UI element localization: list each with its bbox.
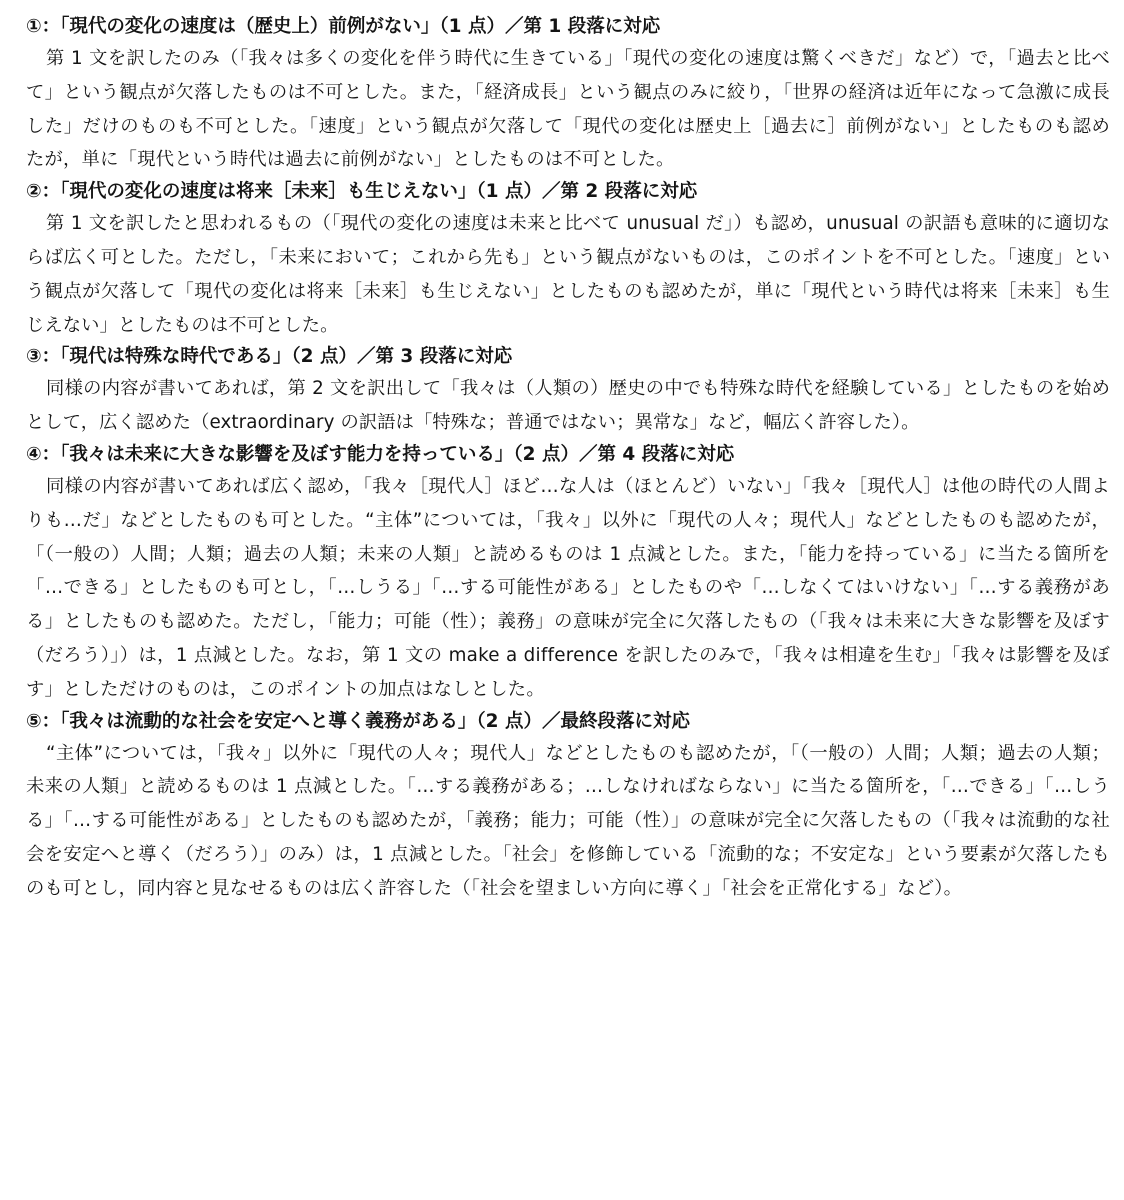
point-5-body: “主体”については，「我々」以外に「現代の人々；現代人」などとしたものも認めたが，「（一般の）人間；人類；過去の人類；未来の人類」と読めるものは 1 点減とした。「…する義務がある；…しなければならない」に当たる箇所を，「…できる」「…しうる」「…する可能性がある」としたものも認めたが，「義務；能力；可能（性）」の意味が完全に欠落したもの（「我々は流動的な社会を安定へと導く（だろう）」のみ）は，1 点減とした。「社会」を修飾している「流動的な；不安定な」という要素が欠落したものも可とし，同内容と見なせるものは広く許容した（「社会を望ましい方向に導く」「社会を正常化する」など）。 <box>26 742 1110 899</box>
point-1-body: 第 1 文を訳したのみ（「我々は多くの変化を伴う時代に生きている」「現代の変化の速度は驚くべきだ」など）で，「過去と比べて」という観点が欠落したものは不可とした。また，「経済成長」という観点のみに絞り，「世界の経済は近年になって急激に成長した」だけのものも不可とした。「速度」という観点が欠落して「現代の変化は歴史上［過去に］前例がない」としたものも認めたが，単に「現代という時代は過去に前例がない」としたものは不可とした。 <box>26 48 1110 171</box>
point-3-body: 同様の内容が書いてあれば，第 2 文を訳出して「我々は（人類の）歴史の中でも特殊な時代を経験している」としたものを始めとして，広く認めた（extraordinary の訳語は「特殊な；普通ではない；異常な」など，幅広く許容した）。 <box>26 378 1110 434</box>
point-4-heading: ④：「我々は未来に大きな影響を及ぼす能力を持っている」（2 点）／第 4 段落に対応 <box>26 443 735 465</box>
point-1-heading: ①：「現代の変化の速度は（歴史上）前例がない」（1 点）／第 1 段落に対応 <box>26 16 661 37</box>
grading-point-5 <box>26 707 1110 906</box>
grading-point-3 <box>26 342 1110 440</box>
point-5-heading: ⑤：「我々は流動的な社会を安定へと導く義務がある」（2 点）／最終段落に対応 <box>26 710 690 732</box>
point-4-body: 同様の内容が書いてあれば広く認め，「我々［現代人］ほど…な人は（ほとんど）いない」「我々［現代人］は他の時代の人間よりも…だ」などとしたものも可とした。“主体”については，「我々」以外に「現代の人々；現代人」などとしたものも認めたが，「（一般の）人間；人類；過去の人類；未来の人類」と読めるものは 1 点減とした。また，「能力を持っている」に当たる箇所を「…できる」としたものも可とし，「…しうる」「…する可能性がある」としたものや「…しなくてはいけない」「…する義務がある」としたものも認めた。ただし，「能力；可能（性）；義務」の意味が完全に欠落したもの（「我々は未来に大きな影響を及ぼす（だろう）」）は，1 点減とした。なお，第 1 文の make a difference を訳したのみで，「我々は相違を生む」「我々は影響を及ぼす」としただけのものは，このポイントの加点はなしとした。 <box>26 475 1110 700</box>
grading-point-4 <box>26 440 1110 707</box>
grading-point-1 <box>26 12 1110 177</box>
point-2-body: 第 1 文を訳したと思われるもの（「現代の変化の速度は未来と比べて unusual だ」）も認め，unusual の訳語も意味的に適切ならば広く可とした。ただし，「未来において；これから先も」という観点がないものは，このポイントを不可とした。「速度」という観点が欠落して「現代の変化は将来［未来］も生じえない」としたものも認めたが，単に「現代という時代は将来［未来］も生じえない」としたものは不可とした。 <box>26 213 1110 336</box>
point-3-heading: ③：「現代は特殊な時代である」（2 点）／第 3 段落に対応 <box>26 346 513 368</box>
point-2-heading: ②：「現代の変化の速度は将来［未来］も生じえない」（1 点）／第 2 段落に対応 <box>26 181 698 203</box>
grading-point-2 <box>26 177 1110 342</box>
